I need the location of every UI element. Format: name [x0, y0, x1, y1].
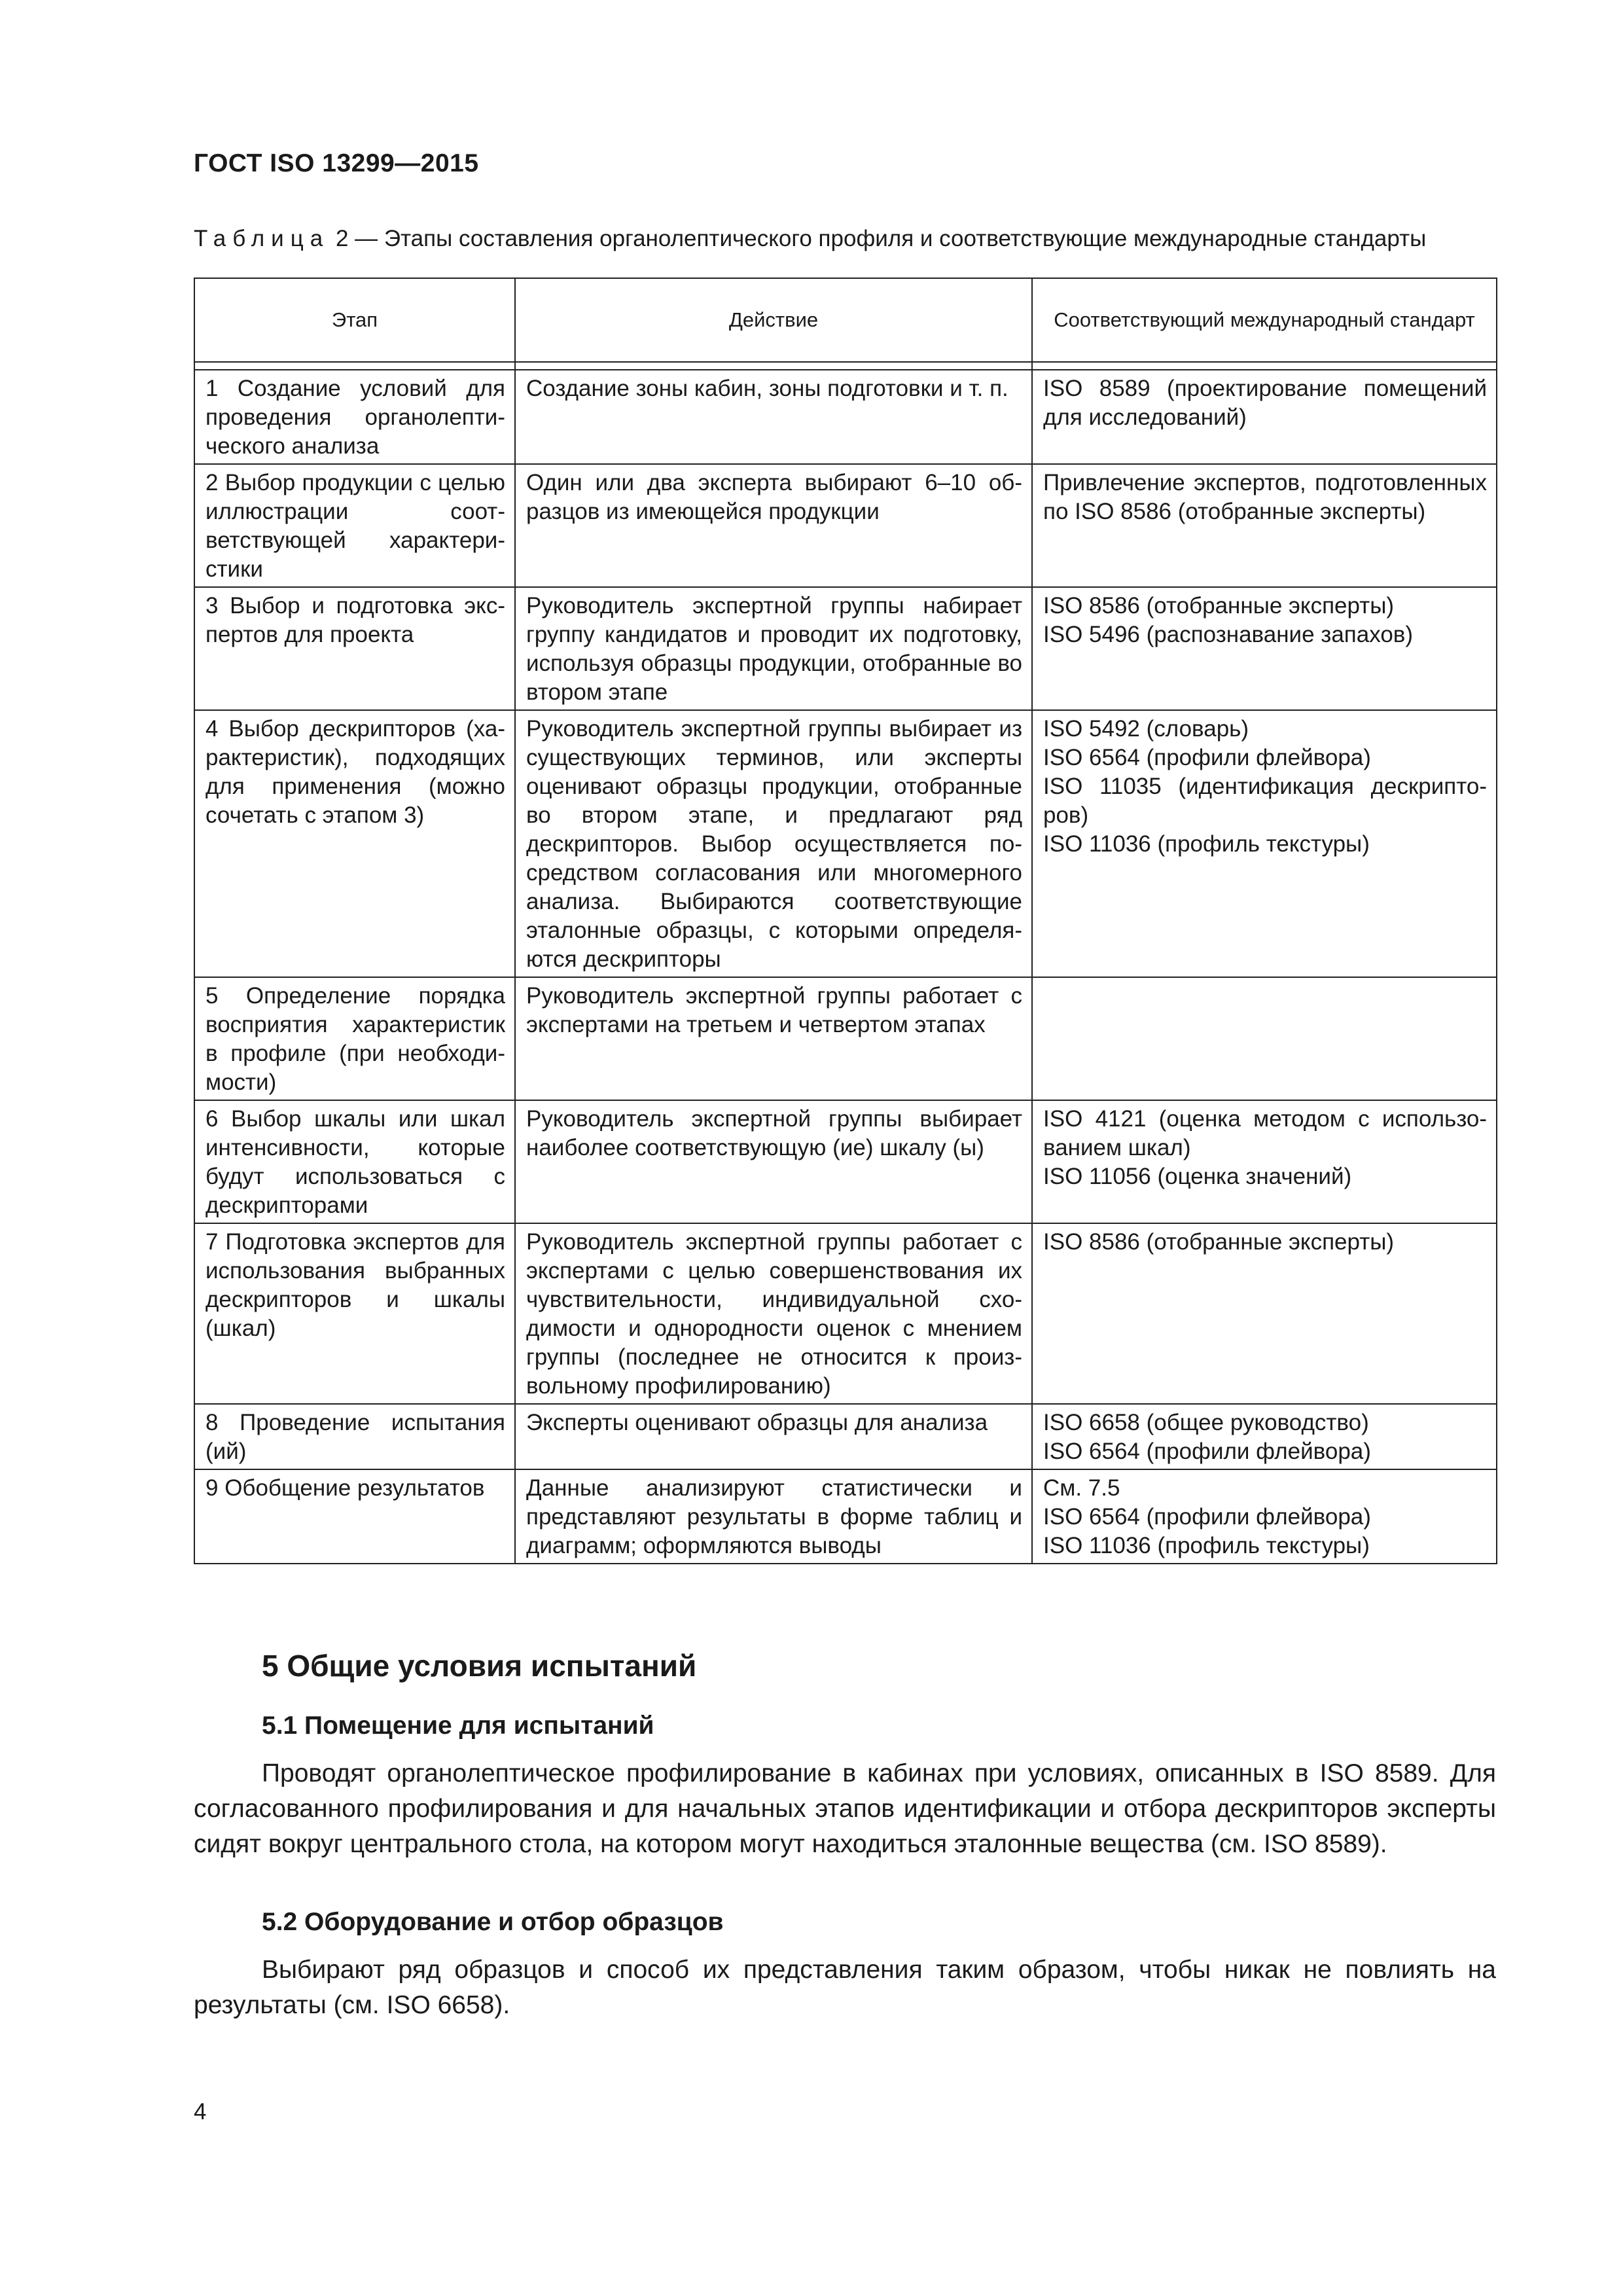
table-row	[194, 370, 1497, 464]
cell-stage: 8 Проведение испытания (ий)	[194, 1404, 515, 1469]
cell-standard: ISO 6658 (общее руководство) ISO 6564 (профили флейвора)	[1032, 1404, 1497, 1469]
subsection-5-1-paragraph: Проводят органолептическое профилирование в кабинах при условиях, описанных в ISO 8589. Для согласованного профилирования и для начальных этапов идентификации и отбора дескрипторов эксперты сидят вокруг центрального стола, на котором могут находиться эталонные вещества (см. ISO 8589).	[194, 1759, 1496, 1858]
column-header-action: Действие	[515, 278, 1032, 362]
table-row	[194, 710, 1497, 977]
table-row	[194, 1469, 1497, 1564]
cell-standard: ISO 8586 (отобранные эксперты)	[1032, 1223, 1497, 1404]
cell-stage: 7 Подготовка экспертов для использования выбранных дескрипторов и шкалы (шкал)	[194, 1223, 515, 1404]
cell-action: Эксперты оценивают образцы для анализа	[515, 1404, 1032, 1469]
cell-standard: Привлечение экспертов, подготовленных по ISO 8586 (отобранные эксперты)	[1032, 464, 1497, 587]
table-row	[194, 587, 1497, 710]
table-caption	[194, 226, 1496, 252]
table-row	[194, 1404, 1497, 1469]
table-caption-prefix: Таблица	[194, 226, 330, 251]
page-number: 4	[194, 2099, 207, 2125]
table-row	[194, 977, 1497, 1100]
cell-action: Создание зоны кабин, зоны подготовки и т. п.	[515, 370, 1032, 464]
cell-stage: 1 Создание условий для проведения органолептического анализа	[194, 370, 515, 464]
section-5-title: 5 Общие условия испытаний	[262, 1649, 697, 1683]
cell-action: Руководитель экспертной группы работает с экспертами с целью совершенствования их чувствительности, индивидуальной сходимости и однородности оценок с мнением группы (последнее не относится к произвольному профилированию)	[515, 1223, 1032, 1404]
document-code-header: ГОСТ ISO 13299—2015	[194, 149, 479, 177]
subsection-5-2-paragraph: Выбирают ряд образцов и способ их представления таким образом, чтобы никак не повлиять на результаты (см. ISO 6658).	[194, 1956, 1496, 2019]
subsection-5-1-title: 5.1 Помещение для испытаний	[262, 1712, 654, 1740]
cell-standard: ISO 4121 (оценка методом с использованием шкал) ISO 11056 (оценка значений)	[1032, 1100, 1497, 1223]
column-header-standard: Соответствующий международный стандарт	[1032, 278, 1497, 362]
cell-standard: ISO 5492 (словарь) ISO 6564 (профили флейвора) ISO 11035 (идентификация дескрипторов) ISO 11036 (профиль текстуры)	[1032, 710, 1497, 977]
cell-stage: 4 Выбор дескрипторов (характеристик), подходящих для применения (можно сочетать с этапом 3)	[194, 710, 515, 977]
cell-standard: См. 7.5 ISO 6564 (профили флейвора) ISO 11036 (профиль текстуры)	[1032, 1469, 1497, 1564]
stages-table-container	[194, 278, 1496, 1564]
cell-action: Руководитель экспертной группы работает с экспертами на третьем и четвертом этапах	[515, 977, 1032, 1100]
cell-stage: 9 Обобщение результатов	[194, 1469, 515, 1564]
cell-action: Руководитель экспертной группы набирает группу кандидатов и проводит их подготовку, используя образцы продукции, отобранные во втором этапе	[515, 587, 1032, 710]
cell-stage: 3 Выбор и подготовка экспертов для проекта	[194, 587, 515, 710]
cell-action: Руководитель экспертной группы выбирает наиболее соответствующую (ие) шкалу (ы)	[515, 1100, 1032, 1223]
table-caption-text: 2 — Этапы составления органолептического профиля и соответствующие международные стандарты	[329, 226, 1427, 251]
cell-stage: 2 Выбор продукции с целью иллюстрации соответствующей характеристики	[194, 464, 515, 587]
cell-standard: ISO 8586 (отобранные эксперты) ISO 5496 (распознавание запахов)	[1032, 587, 1497, 710]
cell-action: Один или два эксперта выбирают 6–10 образцов из имеющейся продукции	[515, 464, 1032, 587]
table-row	[194, 464, 1497, 587]
stages-table	[194, 278, 1497, 1564]
cell-stage: 6 Выбор шкалы или шкал интенсивности, которые будут использоваться с дескрипторами	[194, 1100, 515, 1223]
table-body	[194, 362, 1497, 1564]
column-header-stage: Этап	[194, 278, 515, 362]
cell-standard	[1032, 977, 1497, 1100]
table-row	[194, 1223, 1497, 1404]
cell-action: Данные анализируют статистически и представляют результаты в форме таблиц и диаграмм; оформляются выводы	[515, 1469, 1032, 1564]
subsection-5-2-title: 5.2 Оборудование и отбор образцов	[262, 1908, 724, 1936]
table-header-row	[194, 278, 1497, 362]
header-separator-row	[194, 362, 1497, 370]
cell-action: Руководитель экспертной группы выбирает из существующих терминов, или эксперты оценивают образцы продукции, отобранные во втором этапе, и предлагают ряд дескрипторов. Выбор осуществляется посредством согласования или многомерного анализа. Выбираются соответствующие эталонные образцы, с которыми определяются дескрипторы	[515, 710, 1032, 977]
cell-stage: 5 Определение порядка восприятия характеристик в профиле (при необходимости)	[194, 977, 515, 1100]
table-row	[194, 1100, 1497, 1223]
cell-standard: ISO 8589 (проектирование помещений для исследований)	[1032, 370, 1497, 464]
